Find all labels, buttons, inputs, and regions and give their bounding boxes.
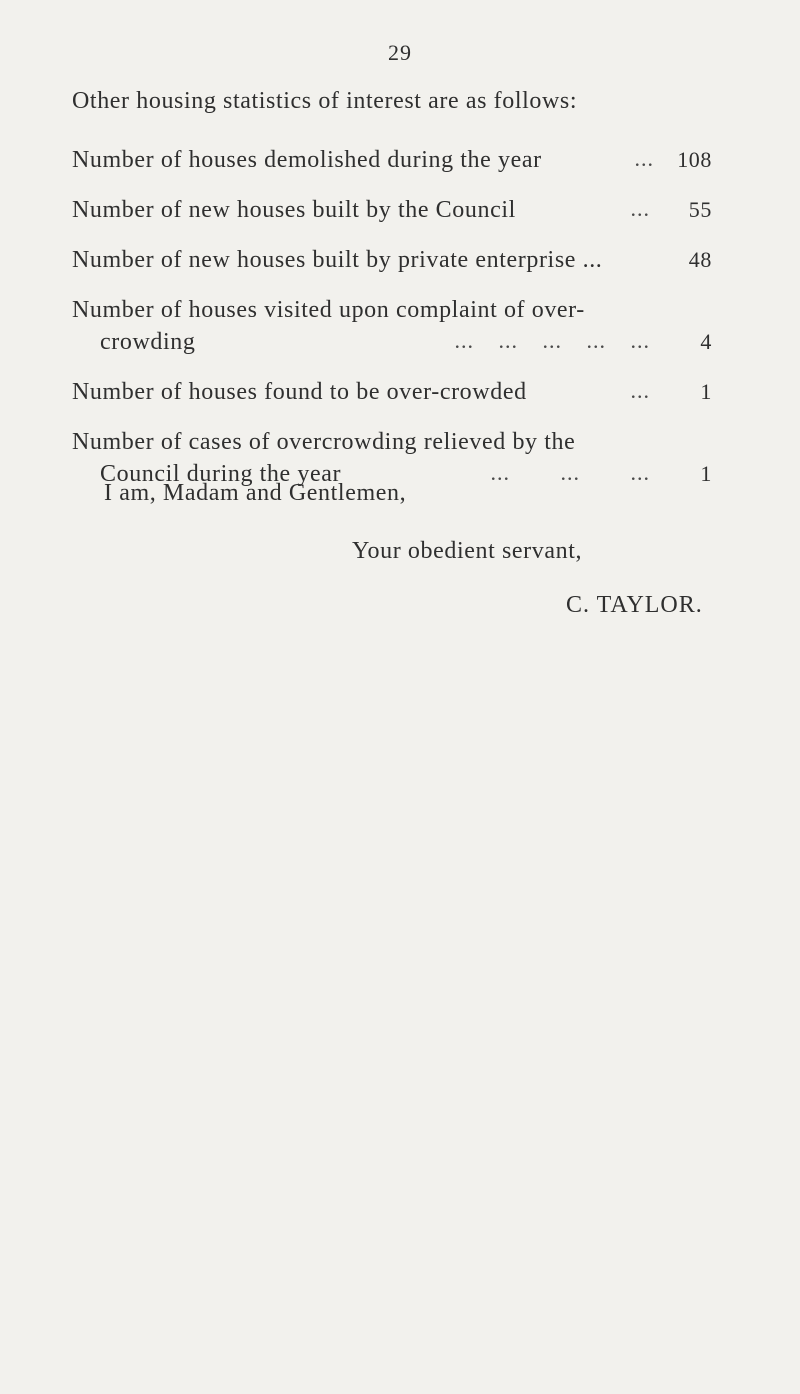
- dot-leader: ...: [630, 378, 650, 403]
- stat-label: Number of new houses built by the Council: [72, 197, 516, 223]
- page-number: 29: [388, 40, 412, 65]
- signature: C. TAYLOR.: [566, 592, 703, 618]
- stat-label: Number of houses found to be over-crowded: [72, 379, 527, 405]
- stat-value: 108: [677, 147, 712, 172]
- stat-demolished: [72, 144, 712, 176]
- sign-off: Your obedient servant,: [352, 538, 583, 564]
- stat-value: 4: [700, 329, 712, 354]
- dot-leader: ... ... ... ... ...: [454, 328, 650, 353]
- dot-leader: ... ... ...: [490, 460, 650, 485]
- stat-label: Number of houses demolished during the year: [72, 147, 542, 173]
- stat-council-built: [72, 194, 712, 226]
- intro-text: Other housing statistics of interest are as follows:: [72, 88, 578, 114]
- stat-value: 55: [688, 197, 712, 222]
- housing-statistics-list: [72, 144, 712, 508]
- dot-leader: ...: [634, 146, 654, 171]
- stat-overcrowded-found: [72, 376, 712, 408]
- stat-private-built: [72, 244, 712, 276]
- stat-overcrowding-complaints: [72, 294, 712, 358]
- stat-label-line1: Number of cases of overcrowding relieved by the: [72, 429, 576, 455]
- stat-value: 48: [688, 247, 712, 272]
- stat-label-line2: crowding: [100, 329, 196, 355]
- salutation: I am, Madam and Gentlemen,: [104, 480, 407, 506]
- stat-value: 1: [700, 379, 712, 404]
- stat-label-line1: Number of houses visited upon complaint of over-: [72, 297, 585, 323]
- stat-value: 1: [700, 461, 712, 486]
- stat-label-line2: Council during the year: [100, 461, 342, 487]
- stat-label: Number of new houses built by private enterprise ...: [72, 247, 603, 273]
- dot-leader: ...: [630, 196, 650, 221]
